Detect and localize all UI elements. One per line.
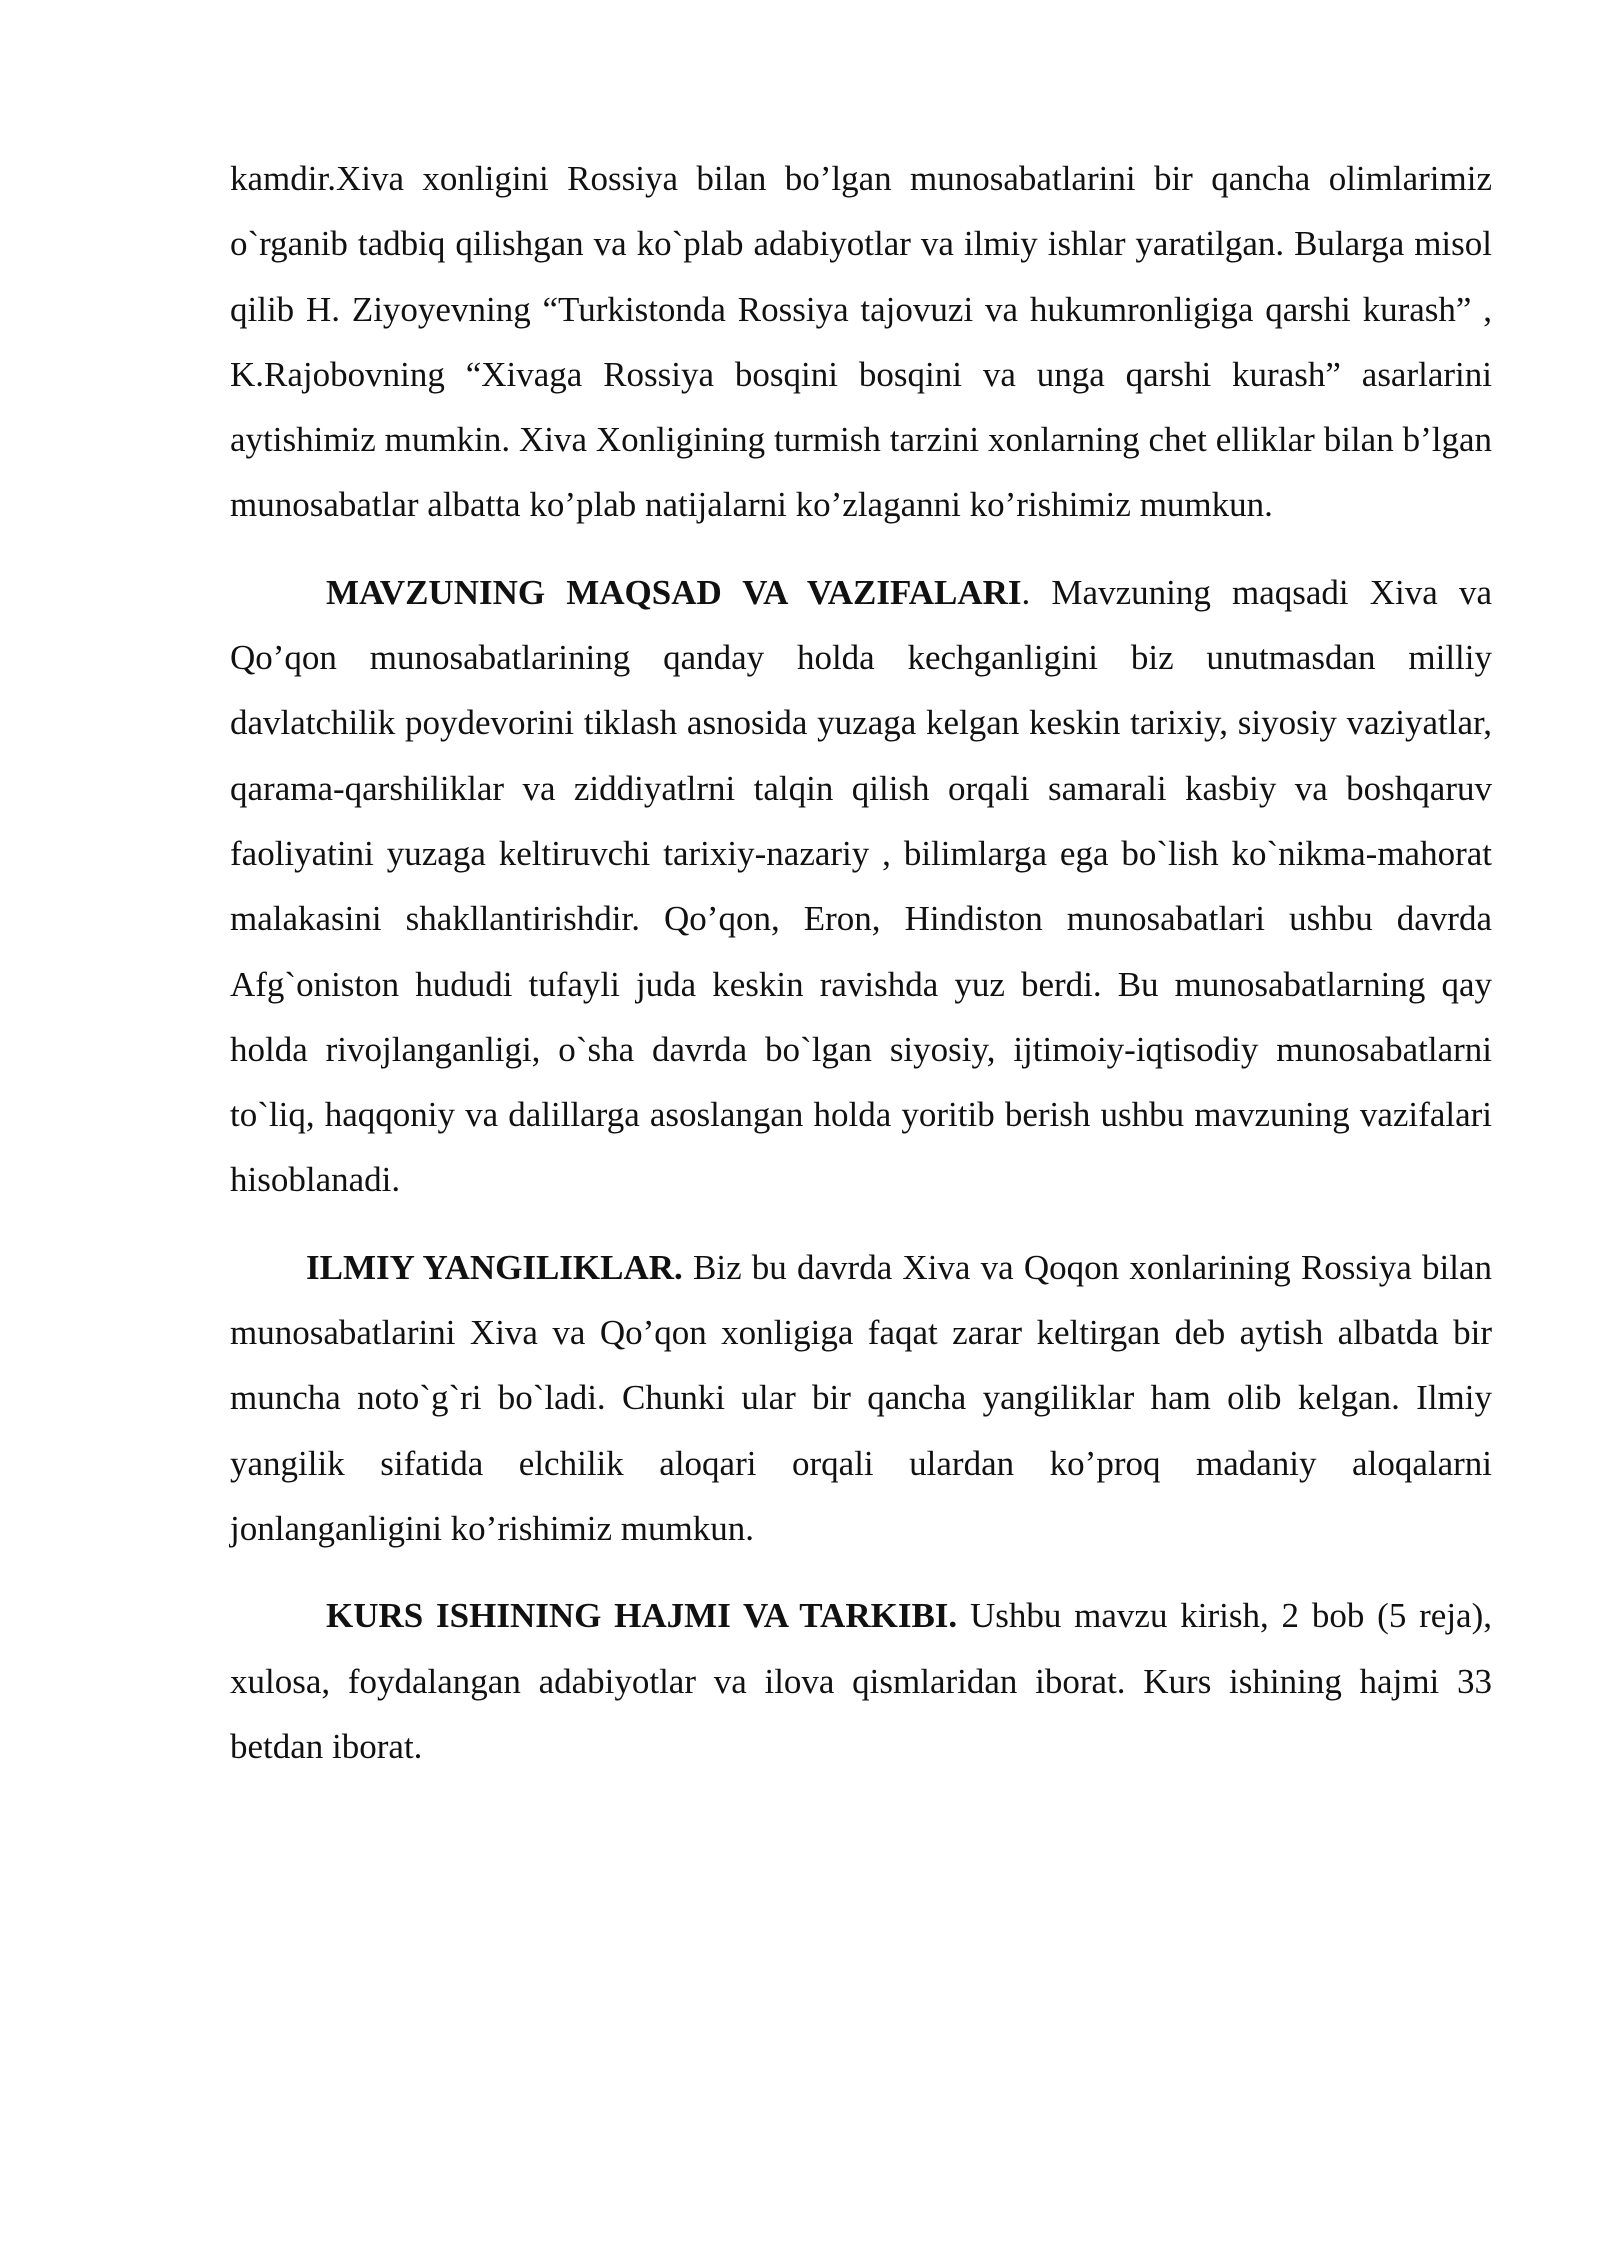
heading-hajmi: KURS ISHINING HAJMI VA TARKIBI. (326, 1596, 958, 1636)
paragraph-hajmi (230, 1583, 1492, 1779)
heading-yangiliklar: ILMIY YANGILIKLAR. (306, 1247, 683, 1287)
paragraph-maqsad (230, 560, 1492, 1213)
paragraph-intro (230, 146, 1492, 538)
paragraph-hajmi-text: Ushbu mavzu kirish, 2 bob (5 reja), xulosa, foydalangan adabiyotlar va ilova qismlaridan iborat. Kurs ishining hajmi 33 betdan iborat. (230, 1596, 1492, 1766)
heading-maqsad: MAVZUNING MAQSAD VA VAZIFALARI (326, 572, 1022, 612)
paragraph-yangiliklar-text: Biz bu davrda Xiva va Qoqon xonlarining Rossiya bilan munosabatlarini Xiva va Qo’qon xonligiga faqat zarar keltirgan deb aytish albatda bir muncha noto`g`ri bo`ladi. Chunki ular bir qancha yangiliklar ham olib kelgan. Ilmiy yangilik sifatida elchilik aloqari orqali ulardan ko’proq madaniy aloqalarni jonlanganligini ko’rishimiz mumkun. (230, 1247, 1492, 1548)
paragraph-maqsad-text: . Mavzuning maqsadi Xiva va Qo’qon munosabatlarining qanday holda kechganligini biz unutmasdan milliy davlatchilik poydevorini tiklash asnosida yuzaga kelgan keskin tarixiy, siyosiy vaziyatlar, qarama-qarshiliklar va ziddiyatlrni talqin qilish orqali samarali kasbiy va boshqaruv faoliyatini yuzaga keltiruvchi tarixiy-nazariy , bilimlarga ega bo`lish ko`nikma-mahorat malakasini shakllantirishdir. Qo’qon, Eron, Hindiston munosabatlari ushbu davrda Afg`oniston hududi tufayli juda keskin ravishda yuz berdi. Bu munosabatlarning qay holda rivojlanganligi, o`sha davrda bo`lgan siyosiy, ijtimoiy-iqtisodiy munosabatlarni to`liq, haqqoniy va dalillarga asoslangan holda yoritib berish ushbu mavzuning vazifalari hisoblanadi. (230, 572, 1493, 1200)
document-body (230, 146, 1492, 1779)
paragraph-yangiliklar (230, 1235, 1492, 1561)
paragraph-intro-text: kamdir.Xiva xonligini Rossiya bilan bo’lgan munosabatlarini bir qancha olimlarimiz o`rganib tadbiq qilishgan va ko`plab adabiyotlar va ilmiy ishlar yaratilgan. Bularga misol qilib H. Ziyoyevning “Turkistonda Rossiya tajovuzi va hukumronligiga qarshi kurash” , K.Rajobovning “Xivaga Rossiya bosqini bosqini va unga qarshi kurash” asarlarini aytishimiz mumkin. Xiva Xonligining turmish tarzini xonlarning chet elliklar bilan b’lgan munosabatlar albatta ko’plab natijalarni ko’zlaganni ko’rishimiz mumkun. (230, 159, 1492, 525)
